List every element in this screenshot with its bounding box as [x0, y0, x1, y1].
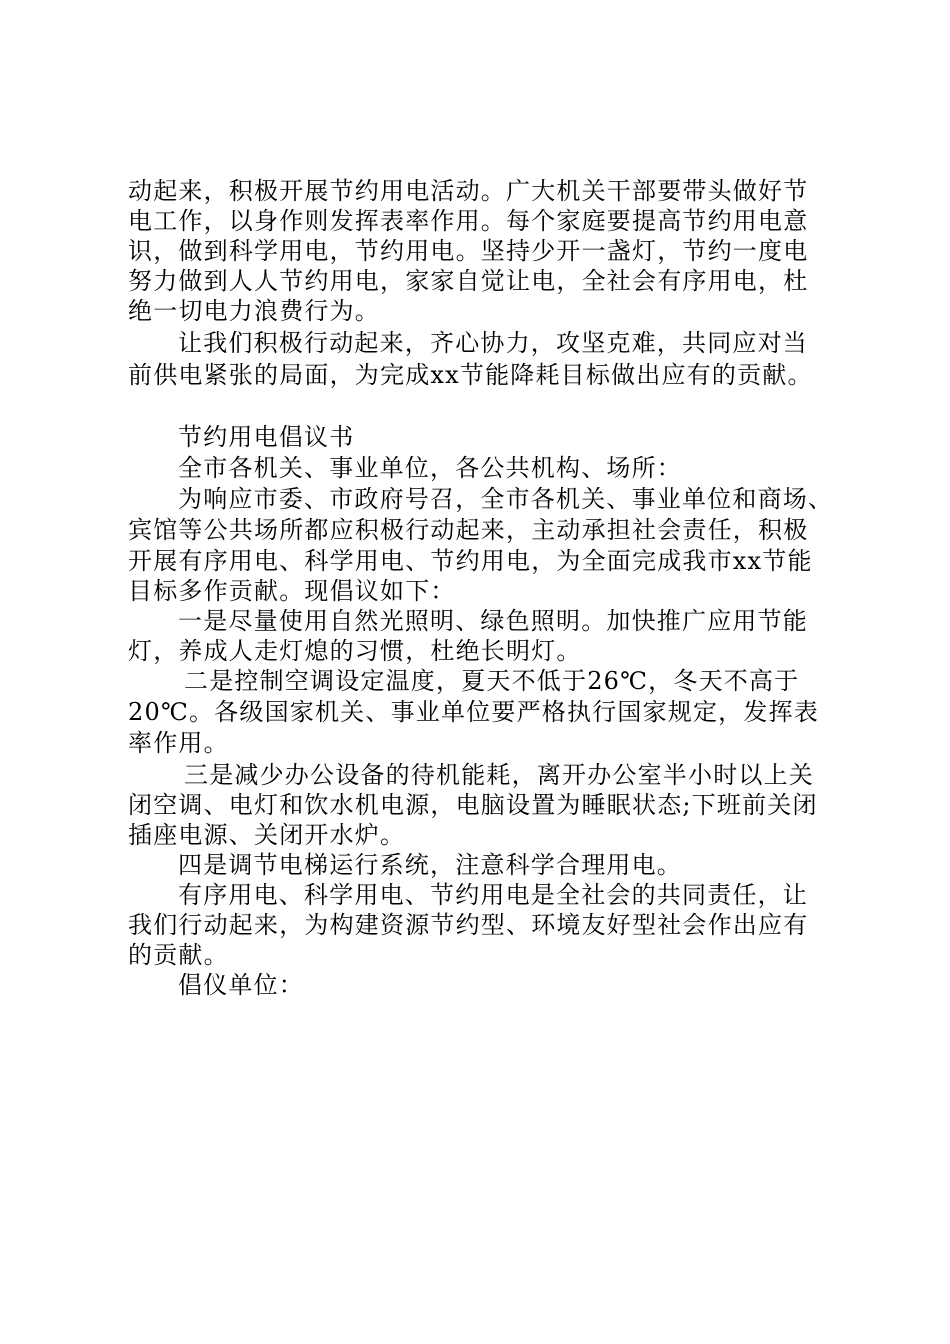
paragraph-line-11: 宾馆等公共场所都应积极行动起来，主动承担社会责任，积极	[128, 516, 809, 544]
paragraph-line-1: 动起来，积极开展节约用电活动。广大机关干部要带头做好节	[128, 177, 809, 205]
paragraph-line-21: 插座电源、关闭开水炉。	[128, 821, 406, 849]
signature-label: 倡仪单位：	[178, 971, 304, 999]
paragraph-line-25: 的贡献。	[128, 941, 229, 969]
paragraph-line-17: 20℃。各级国家机关、事业单位要严格执行国家规定，发挥表	[128, 698, 819, 726]
paragraph-line-20: 闭空调、电灯和饮水机电源，电脑设置为睡眠状态;下班前关闭	[128, 791, 818, 819]
paragraph-line-5: 绝一切电力浪费行为。	[128, 297, 380, 325]
paragraph-line-7: 前供电紧张的局面，为完成xx节能降耗目标做出应有的贡献。	[128, 361, 813, 389]
paragraph-line-10: 为响应市委、市政府号召，全市各机关、事业单位和商场、	[178, 485, 834, 513]
paragraph-line-13: 目标多作贡献。现倡议如下：	[128, 577, 456, 605]
paragraph-line-6: 让我们积极行动起来，齐心协力，攻坚克难，共同应对当	[178, 329, 808, 357]
paragraph-line-2: 电工作，以身作则发挥表率作用。每个家庭要提高节约用电意	[128, 207, 809, 235]
paragraph-line-4: 努力做到人人节约用电，家家自觉让电，全社会有序用电，杜	[128, 267, 809, 295]
paragraph-line-19: 三是减少办公设备的待机能耗，离开办公室半小时以上关	[184, 761, 814, 789]
paragraph-line-12: 开展有序用电、科学用电、节约用电，为全面完成我市xx节能	[128, 547, 813, 575]
paragraph-line-16: 二是控制空调设定温度，夏天不低于26℃，冬天不高于	[184, 667, 800, 695]
paragraph-line-3: 识，做到科学用电，节约用电。坚持少开一盏灯，节约一度电	[128, 237, 809, 265]
section-title: 节约用电倡议书	[178, 423, 355, 451]
paragraph-line-18: 率作用。	[128, 729, 229, 757]
paragraph-line-14: 一是尽量使用自然光照明、绿色照明。加快推广应用节能	[178, 607, 808, 635]
salutation: 全市各机关、事业单位，各公共机构、场所：	[178, 454, 682, 482]
paragraph-line-24: 我们行动起来，为构建资源节约型、环境友好型社会作出应有	[128, 911, 809, 939]
paragraph-line-15: 灯，养成人走灯熄的习惯，杜绝长明灯。	[128, 637, 582, 665]
paragraph-line-22: 四是调节电梯运行系统，注意科学合理用电。	[178, 851, 682, 879]
paragraph-line-23: 有序用电、科学用电、节约用电是全社会的共同责任，让	[178, 881, 808, 909]
